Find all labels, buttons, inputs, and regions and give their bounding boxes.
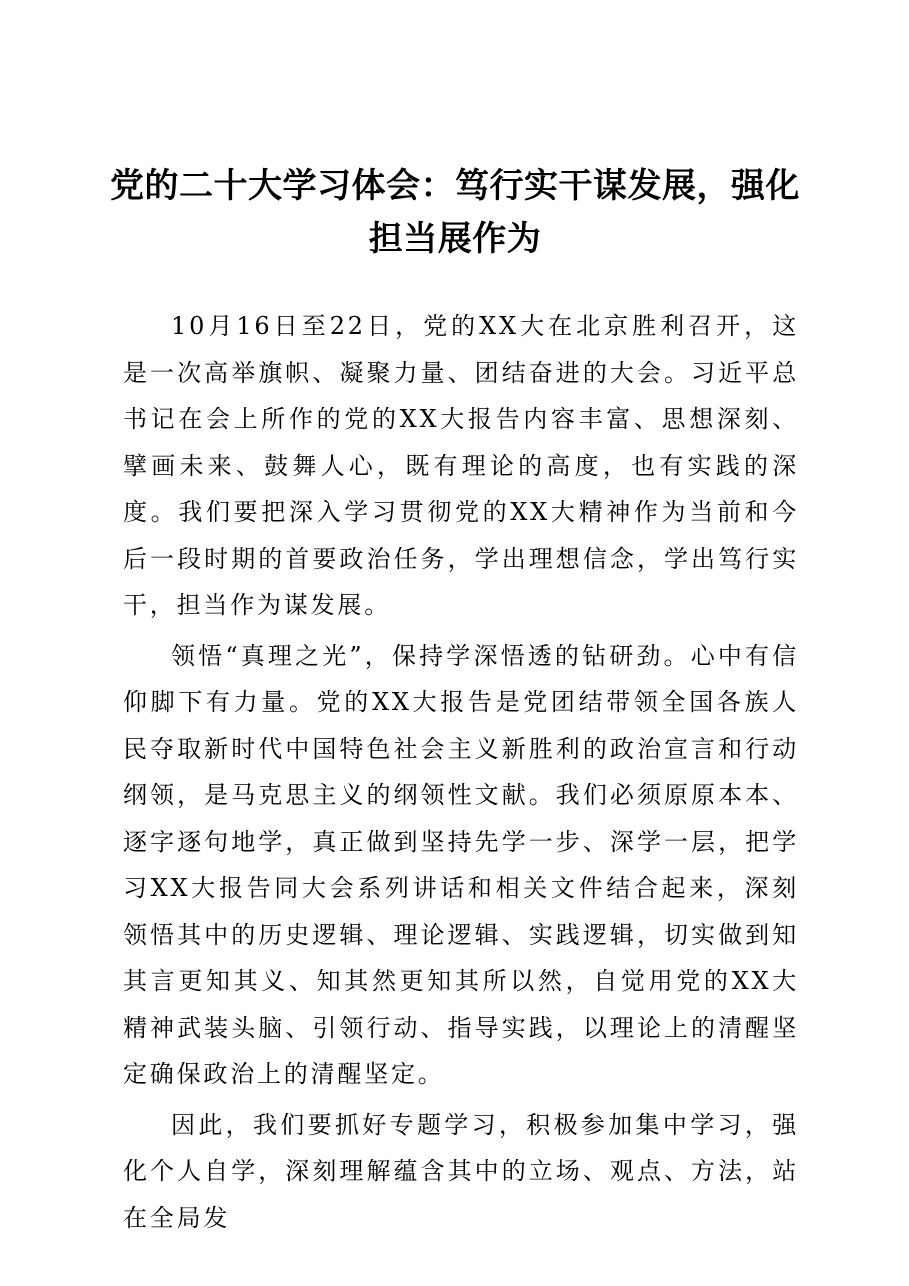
document-title: 党的二十大学习体会：笃行实干谋发展，强化担当展作为	[110, 166, 800, 259]
paragraph-1: 10月16日至22日，党的XX大在北京胜利召开，这是一次高举旗帜、凝聚力量、团结奋进的大会。习近平总书记在会上所作的党的XX大报告内容丰富、思想深刻、擘画未来、鼓舞人心，既有理论的高度，也有实践的深度。我们要把深入学习贯彻党的XX大精神作为当前和今后一段时期的首要政治任务，学出理想信念，学出笃行实干，担当作为谋发展。	[123, 312, 799, 619]
paragraph-2: 领悟“真理之光”，保持学深悟透的钻研劲。心中有信仰脚下有力量。党的XX大报告是党团结带领全国各族人民夺取新时代中国特色社会主义新胜利的政治宣言和行动纲领，是马克思主义的纲领性文献。我们必须原原本本、逐字逐句地学，真正做到坚持先学一步、深学一层，把学习XX大报告同大会系列讲话和相关文件结合起来，深刻领悟其中的历史逻辑、理论逻辑、实践逻辑，切实做到知其言更知其义、知其然更知其所以然，自觉用党的XX大精神武装头脑、引领行动、指导实践，以理论上的清醒坚定确保政治上的清醒坚定。	[123, 641, 799, 1088]
paragraph-3: 因此，我们要抓好专题学习，积极参加集中学习，强化个人自学，深刻理解蕴含其中的立场、观点、方法，站在全局发	[123, 1110, 799, 1232]
document-body	[123, 303, 799, 1245]
